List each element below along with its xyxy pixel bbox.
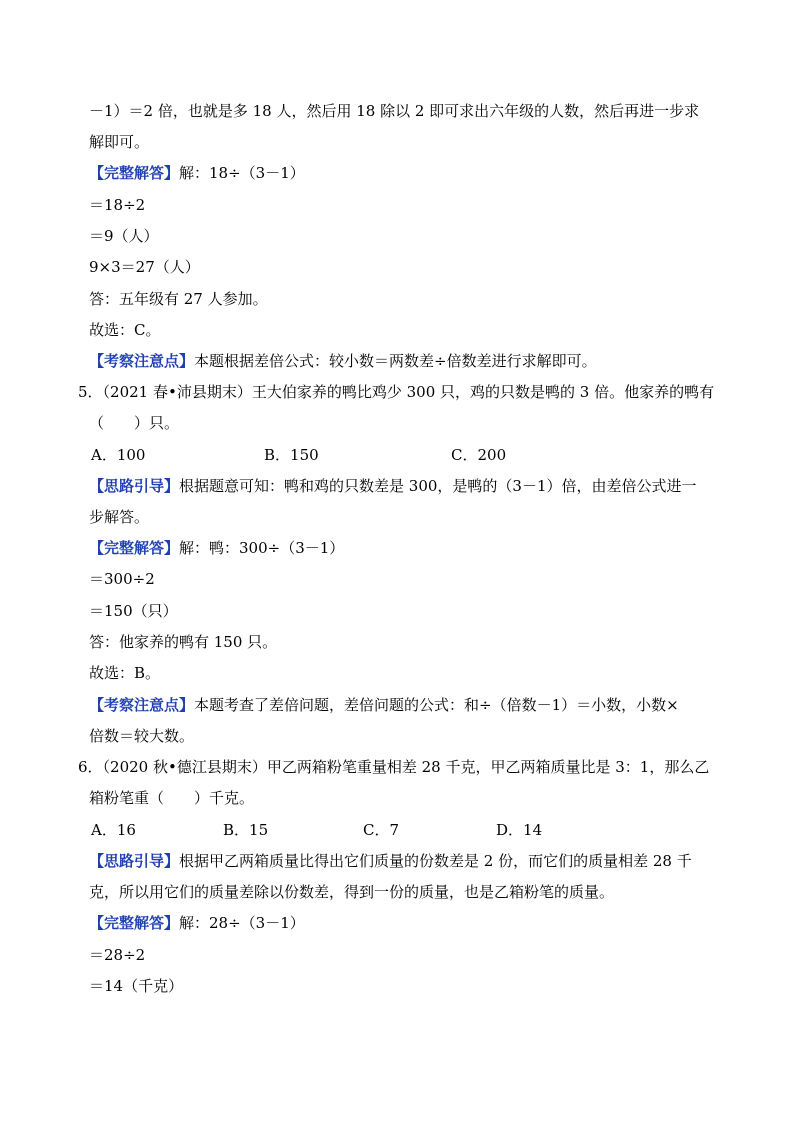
option-b: B．150 (264, 446, 319, 464)
option-b: B．15 (223, 821, 269, 839)
hint-text: 根据甲乙两箱质量比得出它们质量的份数差是 2 份，而它们的质量相差 28 千 (179, 852, 692, 870)
solution-text-line: －1）＝2 倍，也就是多 18 人，然后用 18 除以 2 即可求出六年级的人数，然后再进一步求 (89, 102, 700, 120)
hint-text-cont: 步解答。 (89, 508, 150, 526)
solution-text-line: 解即可。 (89, 133, 150, 151)
choice-statement: 故选：B。 (89, 664, 161, 682)
hint-tag: 【思路引导】 (89, 852, 180, 870)
answer-statement: 答：他家养的鸭有 150 只。 (89, 633, 278, 651)
question-6-stem: 6．（2020 秋•德江县期末）甲乙两箱粉笔重量相差 28 千克，甲乙两箱质量比是 3：1，那么乙 (78, 758, 710, 776)
complete-answer-tag: 【完整解答】 (89, 539, 180, 557)
hint-tag: 【思路引导】 (89, 477, 180, 495)
note-text: 本题考查了差倍问题，差倍问题的公式：和÷（倍数－1）＝小数，小数× (194, 696, 679, 714)
complete-answer-tag: 【完整解答】 (89, 164, 180, 182)
question-5-stem-cont: （ ）只。 (89, 414, 180, 432)
answer-text: 解：鸭：300÷（3－1） (179, 539, 345, 557)
answer-statement: 答：五年级有 27 人参加。 (89, 290, 268, 308)
calc-step: ＝28÷2 (89, 946, 146, 964)
option-a: A．16 (91, 821, 136, 839)
option-a: A．100 (91, 446, 146, 464)
note-tag: 【考察注意点】 (89, 352, 195, 370)
option-d: D．14 (496, 821, 543, 839)
option-c: C．200 (451, 446, 507, 464)
complete-answer-line (89, 913, 305, 933)
calc-step: ＝300÷2 (89, 570, 155, 588)
hint-line (89, 851, 692, 871)
note-text: 本题根据差倍公式：较小数＝两数差÷倍数差进行求解即可。 (194, 352, 597, 370)
hint-line (89, 476, 697, 496)
question-5-stem: 5．（2021 春•沛县期末）王大伯家养的鸭比鸡少 300 只，鸡的只数是鸭的 3 倍。他家养的鸭有 (78, 383, 715, 401)
note-line (89, 695, 679, 715)
complete-answer-line (89, 163, 305, 183)
calc-step: ＝18÷2 (89, 196, 146, 214)
answer-text: 解：18÷（3－1） (179, 164, 305, 182)
choice-statement: 故选：C。 (89, 321, 161, 339)
question-6-stem-cont: 箱粉笔重（ ）千克。 (89, 789, 255, 807)
answer-text: 解：28÷（3－1） (179, 914, 305, 932)
note-tag: 【考察注意点】 (89, 696, 195, 714)
note-text-cont: 倍数＝较大数。 (89, 727, 195, 745)
calc-step: ＝150（只） (89, 602, 178, 620)
note-line (89, 351, 597, 371)
calc-step: 9×3＝27（人） (89, 258, 200, 276)
hint-text-cont: 克，所以用它们的质量差除以份数差，得到一份的质量，也是乙箱粉笔的质量。 (89, 883, 615, 901)
calc-step: ＝9（人） (89, 227, 159, 245)
calc-step: ＝14（千克） (89, 977, 184, 995)
complete-answer-tag: 【完整解答】 (89, 914, 180, 932)
hint-text: 根据题意可知：鸭和鸡的只数差是 300，是鸭的（3－1）倍，由差倍公式进一 (179, 477, 697, 495)
option-c: C．7 (363, 821, 400, 839)
complete-answer-line (89, 538, 344, 558)
